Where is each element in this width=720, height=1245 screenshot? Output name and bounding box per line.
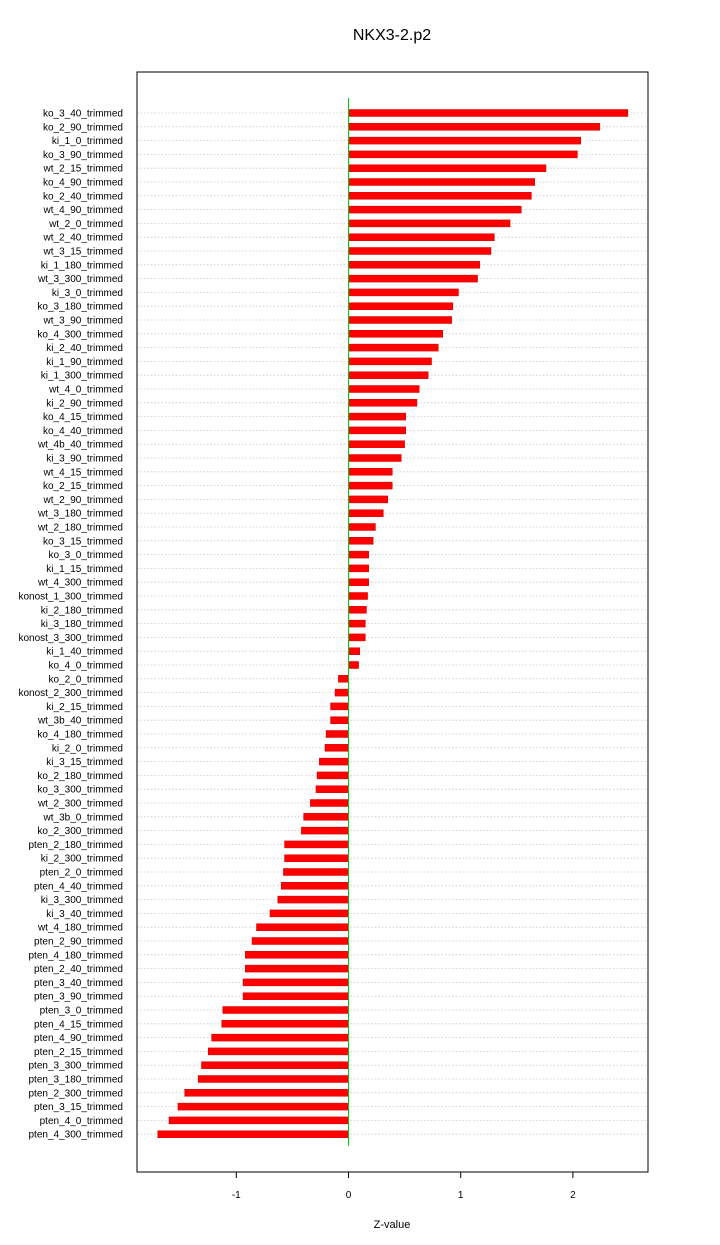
category-label: pten_2_0_trimmed	[39, 867, 123, 879]
bar	[349, 317, 452, 324]
category-label: ko_3_300_trimmed	[37, 784, 123, 796]
category-label: pten_3_15_trimmed	[34, 1102, 123, 1114]
bar	[349, 261, 480, 268]
bar	[185, 1089, 349, 1096]
category-label: konost_1_300_trimmed	[18, 591, 123, 603]
category-label: ki_3_0_trimmed	[51, 287, 123, 299]
bar	[319, 758, 348, 765]
category-label: wt_2_0_trimmed	[49, 218, 123, 230]
bar	[270, 910, 349, 917]
category-label: ki_3_40_trimmed	[46, 908, 123, 920]
bar	[349, 137, 581, 144]
bar	[349, 330, 443, 337]
category-label: wt_2_40_trimmed	[43, 232, 123, 244]
category-label: wt_2_15_trimmed	[43, 163, 123, 175]
bar	[349, 234, 495, 241]
bar	[158, 1131, 349, 1138]
bar	[349, 179, 535, 186]
category-label: wt_4_180_trimmed	[37, 922, 123, 934]
bar	[316, 786, 349, 793]
bar	[349, 593, 368, 600]
category-label: wt_4_0_trimmed	[49, 384, 123, 396]
bar	[349, 123, 600, 130]
bar	[304, 813, 349, 820]
bar	[338, 675, 348, 682]
category-label: pten_2_40_trimmed	[34, 964, 123, 976]
category-label: ko_2_90_trimmed	[42, 122, 123, 134]
category-label: wt_3_90_trimmed	[43, 315, 123, 327]
category-label: ki_1_40_trimmed	[46, 646, 123, 658]
category-label: pten_2_15_trimmed	[34, 1046, 123, 1058]
category-label: ki_2_180_trimmed	[40, 605, 123, 617]
category-label: ki_1_180_trimmed	[40, 260, 123, 272]
bar	[252, 938, 348, 945]
category-label: ki_3_15_trimmed	[46, 757, 123, 769]
bar	[256, 924, 348, 931]
category-label: pten_3_0_trimmed	[39, 1005, 123, 1017]
category-label: ko_3_90_trimmed	[42, 149, 123, 161]
category-label: pten_2_300_trimmed	[28, 1088, 123, 1100]
x-tick-label: 1	[457, 1190, 464, 1201]
bar	[349, 303, 453, 310]
category-label: pten_3_90_trimmed	[34, 991, 123, 1003]
bar	[325, 744, 349, 751]
category-label: wt_3_300_trimmed	[37, 274, 123, 286]
bar	[245, 965, 348, 972]
category-label: ki_1_90_trimmed	[46, 356, 123, 368]
bar	[243, 979, 348, 986]
category-label: ko_3_180_trimmed	[37, 301, 123, 313]
bar	[245, 951, 348, 958]
category-label: ki_3_180_trimmed	[40, 619, 123, 631]
bar	[285, 841, 349, 848]
category-label: ko_3_0_trimmed	[48, 550, 123, 562]
bar	[349, 537, 374, 544]
bar	[349, 482, 393, 489]
category-label: ki_2_40_trimmed	[46, 343, 123, 355]
category-label: ko_3_40_trimmed	[42, 108, 123, 120]
category-label: wt_3b_40_trimmed	[37, 715, 123, 727]
category-label: pten_3_40_trimmed	[34, 977, 123, 989]
category-label: ki_1_0_trimmed	[51, 136, 123, 148]
bar	[349, 192, 532, 199]
category-label: ko_4_0_trimmed	[48, 660, 123, 672]
bar	[349, 289, 459, 296]
bar	[349, 427, 406, 434]
category-label: wt_4_300_trimmed	[37, 577, 123, 589]
bar	[349, 151, 578, 158]
category-label: ko_3_15_trimmed	[42, 536, 123, 548]
bar	[178, 1103, 349, 1110]
bar	[349, 496, 388, 503]
category-label: pten_2_90_trimmed	[34, 936, 123, 948]
category-label: pten_4_40_trimmed	[34, 881, 123, 893]
bar	[349, 110, 628, 117]
bar	[349, 579, 369, 586]
category-label: pten_4_180_trimmed	[28, 950, 123, 962]
category-label: wt_2_300_trimmed	[37, 798, 123, 810]
category-label: pten_4_90_trimmed	[34, 1033, 123, 1045]
category-label: pten_4_15_trimmed	[34, 1019, 123, 1031]
category-label: ki_2_90_trimmed	[46, 398, 123, 410]
category-label: ki_1_15_trimmed	[46, 563, 123, 575]
bar	[335, 689, 348, 696]
category-label: ki_1_300_trimmed	[40, 370, 123, 382]
bar	[301, 827, 348, 834]
category-label: ko_2_15_trimmed	[42, 481, 123, 493]
x-tick-label: 2	[570, 1190, 576, 1201]
bar	[349, 399, 417, 406]
category-label: wt_3_15_trimmed	[43, 246, 123, 258]
bar	[198, 1076, 348, 1083]
x-axis	[232, 1172, 576, 1201]
category-label: pten_4_300_trimmed	[28, 1129, 123, 1141]
chart-title: NKX3-2.p2	[352, 27, 432, 44]
category-label: wt_3b_0_trimmed	[43, 812, 123, 824]
bar	[349, 441, 405, 448]
bar	[317, 772, 348, 779]
bar	[349, 248, 491, 255]
bar	[285, 855, 349, 862]
category-label: wt_3_180_trimmed	[37, 508, 123, 520]
bar	[349, 606, 367, 613]
bar	[349, 455, 402, 462]
category-label: ko_4_90_trimmed	[42, 177, 123, 189]
category-label: wt_2_180_trimmed	[37, 522, 123, 534]
category-label: ko_4_180_trimmed	[37, 729, 123, 741]
bar	[349, 358, 432, 365]
category-label: ki_2_0_trimmed	[51, 743, 123, 755]
bar	[349, 386, 420, 393]
bar	[223, 1007, 349, 1014]
category-label: ko_2_180_trimmed	[37, 770, 123, 782]
category-label: ko_4_300_trimmed	[37, 329, 123, 341]
category-label: wt_4b_40_trimmed	[37, 439, 123, 451]
category-label: pten_2_180_trimmed	[28, 839, 123, 851]
category-label: konost_2_300_trimmed	[18, 688, 123, 700]
bar	[281, 882, 348, 889]
bar	[331, 703, 349, 710]
bar	[278, 896, 349, 903]
bar	[349, 551, 369, 558]
bar	[310, 800, 348, 807]
bar	[331, 717, 349, 724]
category-label: pten_3_180_trimmed	[28, 1074, 123, 1086]
bar	[349, 206, 522, 213]
category-label: ko_4_15_trimmed	[42, 412, 123, 424]
bar	[349, 344, 439, 351]
category-label: wt_2_90_trimmed	[43, 494, 123, 506]
category-label: ko_2_0_trimmed	[48, 674, 123, 686]
bar	[283, 869, 348, 876]
bar	[222, 1020, 349, 1027]
category-label: ki_2_15_trimmed	[46, 701, 123, 713]
x-axis-label: Z-value	[373, 1219, 411, 1231]
bar	[169, 1117, 349, 1124]
bar	[349, 220, 511, 227]
category-label: ki_2_300_trimmed	[40, 853, 123, 865]
bar	[349, 662, 359, 669]
bar	[243, 993, 348, 1000]
category-label: ki_3_300_trimmed	[40, 895, 123, 907]
bar	[212, 1034, 349, 1041]
category-label: pten_3_300_trimmed	[28, 1060, 123, 1072]
bar	[208, 1048, 348, 1055]
bar	[349, 620, 366, 627]
category-label: ko_2_300_trimmed	[37, 826, 123, 838]
bar	[349, 510, 384, 517]
bar	[349, 165, 546, 172]
x-tick-label: -1	[231, 1190, 241, 1201]
bar	[349, 275, 478, 282]
bar	[349, 524, 376, 531]
category-label: wt_4_90_trimmed	[43, 205, 123, 217]
category-label: ko_2_40_trimmed	[42, 191, 123, 203]
bar	[349, 468, 393, 475]
bar	[326, 731, 348, 738]
bar	[349, 634, 366, 641]
bar	[349, 413, 406, 420]
bar	[202, 1062, 349, 1069]
category-labels	[18, 109, 123, 1141]
bar	[349, 372, 429, 379]
category-label: ko_4_40_trimmed	[42, 425, 123, 437]
category-label: ki_3_90_trimmed	[46, 453, 123, 465]
bar	[349, 648, 360, 655]
category-label: konost_3_300_trimmed	[18, 632, 123, 644]
category-label: pten_4_0_trimmed	[39, 1115, 123, 1127]
x-tick-label: 0	[345, 1190, 352, 1201]
category-label: wt_4_15_trimmed	[43, 467, 123, 479]
bar	[349, 565, 369, 572]
